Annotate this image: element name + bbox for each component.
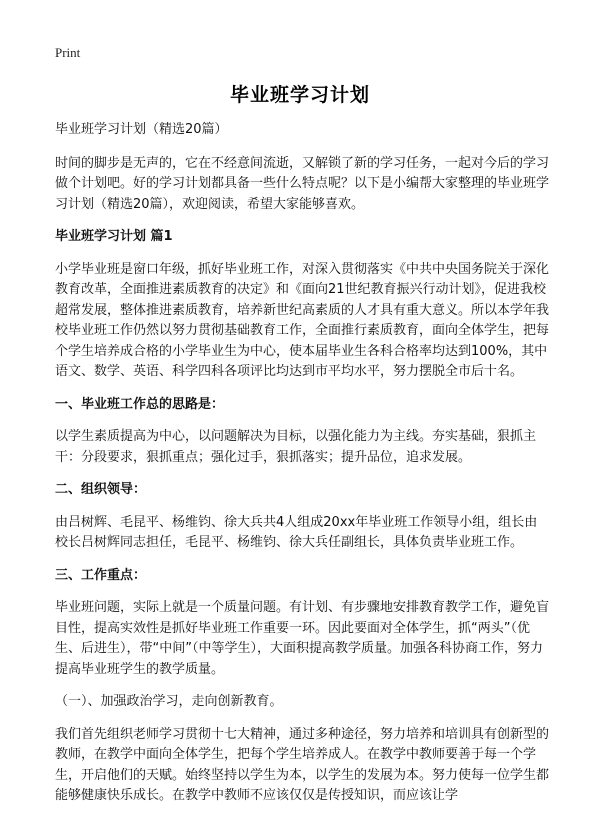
section-heading-3: 三、工作重点： bbox=[55, 567, 147, 583]
section-text-1: 以学生素质提高为中心，以问题解决为目标，以强化能力为主线。夯实基础，狠抓主干：分段要求，狠抓重点；强化过手，狠抓落实；提升品位，追求发展。 bbox=[55, 429, 537, 465]
section-heading-2: 二、组织领导： bbox=[55, 482, 147, 497]
subtitle: 毕业班学习计划（精选20篇） bbox=[55, 122, 228, 137]
subsection-heading: （一）、加强政治学习，走向创新教育。 bbox=[55, 694, 283, 709]
print-link[interactable]: Print bbox=[55, 45, 81, 60]
article-body bbox=[55, 120, 550, 819]
subsection-text: 我们首先组织老师学习贯彻十七大精神，通过多种途径，努力培养和培训具有创新型的教师，在教学中面向全体学生，把每个学生培养成人。在教学中教师要善于每一个学生，开启他们的天赋。始终坚持以学生为本，以学生的发展为本。努力使每一位学生都能够健康快乐成长。在教学中教师不应该仅仅是传授知识，而应该让学 bbox=[55, 726, 550, 803]
section-text-2: 由吕树辉、毛昆平、杨维钧、徐大兵共4人组成20xx年毕业班工作领导小组，组长由校长吕树辉同志担任，毛昆平、杨维钧、徐大兵任副组长，具体负责毕业班工作。 bbox=[55, 514, 538, 550]
section-text-3: 毕业班问题，实际上就是一个质量问题。有计划、有步骤地安排教育教学工作，避免盲目性，提高实效性是抓好毕业班工作重要一环。因此要面对全体学生，抓“两头”（优生、后进生），带“中间”（中等学生），大面积提高教学质量。加强各科协商工作，努力提高毕业班学生的教学质量。 bbox=[55, 600, 550, 677]
page-title: 毕业班学习计划 bbox=[229, 84, 370, 106]
intro-paragraph: 时间的脚步是无声的，它在不经意间流逝，又解锁了新的学习任务，一起对今后的学习做个计划吧。好的学习计划都具备一些什么特点呢？以下是小编帮大家整理的毕业班学习计划（精选20篇），欢迎阅读，希望大家能够喜欢。 bbox=[55, 155, 550, 212]
section-heading-1: 一、毕业班工作总的思路是： bbox=[55, 396, 225, 412]
article-heading: 毕业班学习计划 篇1 bbox=[55, 229, 173, 244]
article-paragraph: 小学毕业班是窗口年级，抓好毕业班工作，对深入贯彻落实《中共中央国务院关于深化教育改革，全面推进素质教育的决定》和《面向21世纪教育振兴行动计划》，促进我校超常发展，整体推进素质教育，培养新世纪高素质的人才具有重大意义。所以本学年我校毕业班工作仍然以努力贯彻基础教育工作，全面推行素质教育，面向全体学生，把每个学生培养成合格的小学毕业生为中心，使本届毕业生各科合格率均达到100%，其中语文、数学、英语、科学四科各项评比均达到市平均水平，努力摆脱全市后十名。 bbox=[55, 261, 550, 379]
